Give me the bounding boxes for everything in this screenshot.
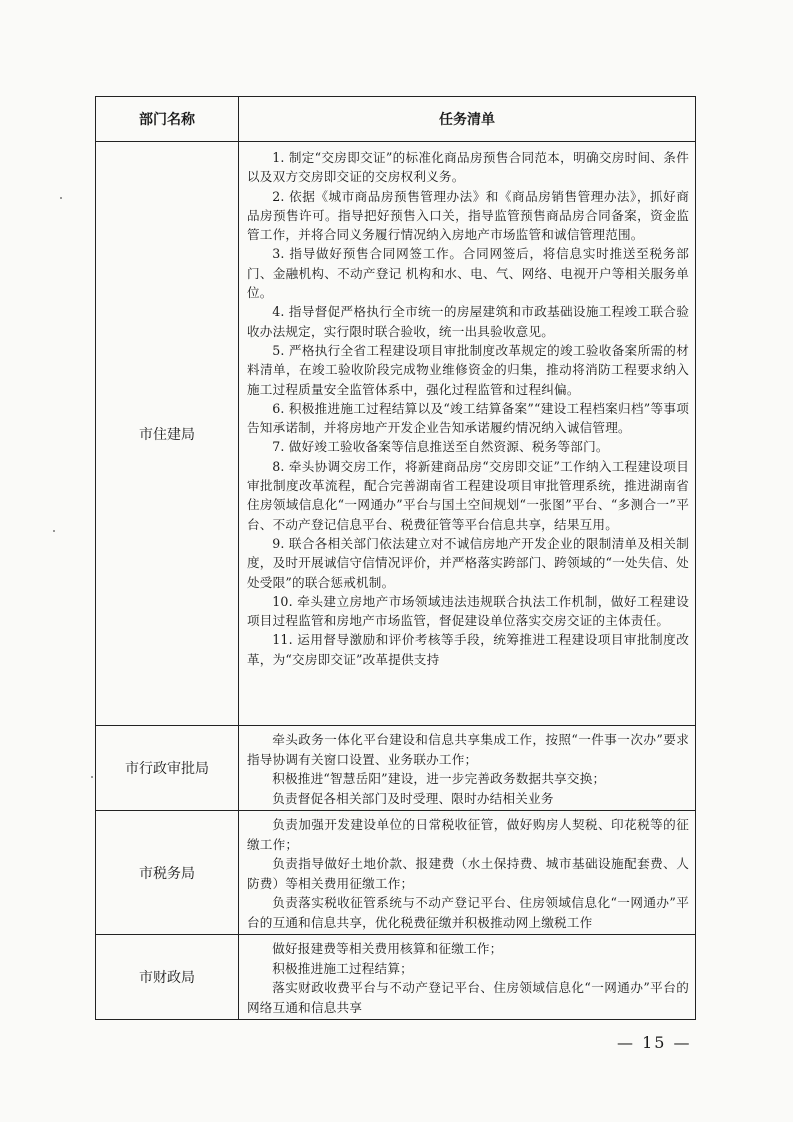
scan-speck xyxy=(53,530,55,532)
task-item: 4. 指导督促严格执行全市统一的房屋建筑和市政基础设施工程竣工联合验收办法规定，实行限时联合验收，统一出具验收意见。 xyxy=(247,304,689,339)
task-item: 1. 制定“交房即交证”的标准化商品房预售合同范本，明确交房时间、条件以及双方交房即交证的交房权利义务。 xyxy=(247,150,689,185)
task-item: 积极推进施工过程结算； xyxy=(272,960,413,976)
task-item: 负责指导做好土地价款、报建费（水土保持费、城市基础设施配套费、人防费）等相关费用征缴工作； xyxy=(247,856,689,891)
task-item: 负责督促各相关部门及时受理、限时办结相关业务 xyxy=(272,790,554,806)
dept-name: 市住建局 xyxy=(96,142,239,726)
task-item: 8. 牵头协调交房工作，将新建商品房“交房即交证”工作纳入工程建设项目审批制度改革流程，配合完善湖南省工程建设项目审批管理系统，推进湖南省住房领域信息化“一网通办”平台与国土空间规划“一张图”平台、“多测合一”平台、不动产登记信息平台、税费征管等平台信息共享，结果互用。 xyxy=(247,458,689,532)
task-item: 7. 做好竣工验收备案等信息推送至自然资源、税务等部门。 xyxy=(272,439,609,455)
table-row xyxy=(96,726,696,811)
task-list xyxy=(239,935,696,1020)
task-item: 6. 积极推进施工过程结算以及“竣工结算备案”“建设工程档案归档”等事项告知承诺制，并将房地产开发企业告知承诺履约情况纳入诚信管理。 xyxy=(247,400,689,436)
task-item: 2. 依据《城市商品房预售管理办法》和《商品房销售管理办法》，抓好商品房预售许可。指导把好预售入口关，指导监管预售商品房合同备案，资金监管工作，并将合同义务履行情况纳入房地产市场监管和诚信管理范围。 xyxy=(247,188,689,243)
page-number: — 15 — xyxy=(617,1033,692,1052)
table-row xyxy=(96,811,696,935)
task-item: 9. 联合各相关部门依法建立对不诚信房地产开发企业的限制清单及相关制度，及时开展诚信守信情况评价，并严格落实跨部门、跨领域的“一处失信、处处受限”的联合惩戒机制。 xyxy=(247,535,689,590)
task-item: 负责加强开发建设单位的日常税收征管，做好购房人契税、印花税等的征缴工作； xyxy=(247,817,689,852)
table-row xyxy=(96,935,696,1020)
task-item: 积极推进“智慧岳阳”建设，进一步完善政务数据共享交换； xyxy=(272,771,606,786)
scan-speck xyxy=(60,197,62,199)
task-item: 牵头政务一体化平台建设和信息共享集成工作，按照“一件事一次办”要求指导协调有关窗口设置、业务联办工作； xyxy=(247,732,689,767)
header-task: 任务清单 xyxy=(239,97,696,142)
table-row xyxy=(96,142,696,726)
dept-name: 市行政审批局 xyxy=(96,726,239,811)
task-item: 做好报建费等相关费用核算和征缴工作； xyxy=(272,941,503,956)
task-item: 落实财政收费平台与不动产登记平台、住房领域信息化“一网通办”平台的网络互通和信息共享 xyxy=(247,980,689,1015)
task-item: 10. 牵头建立房地产市场领域违法违规联合执法工作机制，做好工程建设项目过程监管和房地产市场监管，督促建设单位落实交房交证的主体责任。 xyxy=(247,593,689,629)
task-item: 11. 运用督导激励和评价考核等手段，统筹推进工程建设项目审批制度改革，为“交房即交证”改革提供支持 xyxy=(247,632,689,667)
dept-name: 市财政局 xyxy=(96,935,239,1020)
task-list xyxy=(239,726,696,811)
table-header-row xyxy=(96,97,696,142)
task-item: 负责落实税收征管系统与不动产登记平台、住房领域信息化“一网通办”平台的互通和信息共享，优化税费征缴并积极推动网上缴税工作 xyxy=(247,895,689,930)
task-item: 5. 严格执行全省工程建设项目审批制度改革规定的竣工验收备案所需的材料清单，在竣工验收阶段完成物业维修资金的归集，推动将消防工程要求纳入施工过程质量安全监管体系中，强化过程监管和过程纠偏。 xyxy=(247,342,689,397)
dept-name: 市税务局 xyxy=(96,811,239,935)
task-item: 3. 指导做好预售合同网签工作。合同网签后，将信息实时推送至税务部门、金融机构、不动产登记 机构和水、电、气、网络、电视开户等相关服务单位。 xyxy=(247,246,689,301)
scan-speck xyxy=(91,776,93,778)
task-table xyxy=(95,96,696,1020)
task-list xyxy=(239,811,696,935)
task-list xyxy=(239,142,696,726)
header-dept: 部门名称 xyxy=(96,97,239,142)
